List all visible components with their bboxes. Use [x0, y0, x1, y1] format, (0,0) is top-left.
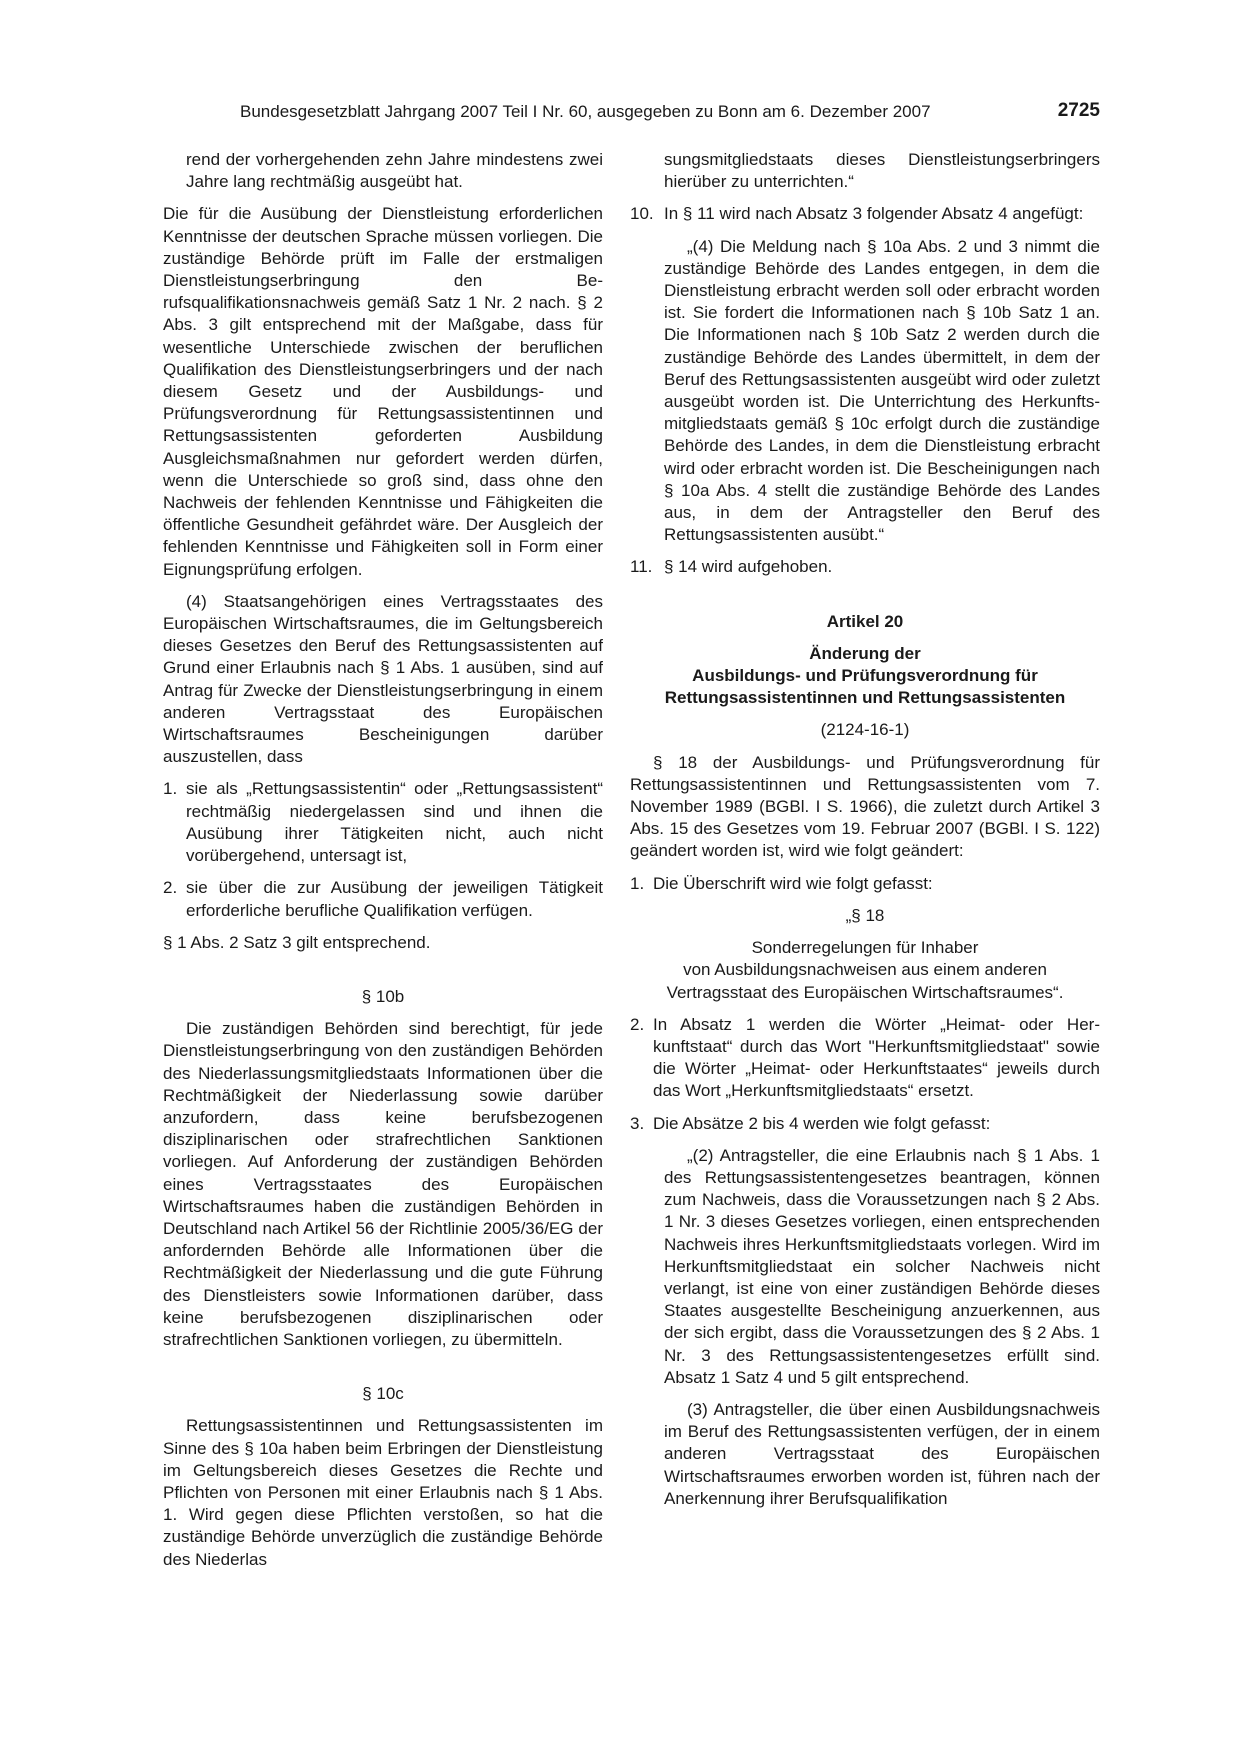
article-title: [630, 643, 1100, 710]
article-title-line: Änderung der: [809, 643, 921, 663]
list-number: 11.: [630, 557, 653, 577]
quoted-paragraph: „(4) Die Meldung nach § 10a Abs. 2 und 3 nimmt die zuständige Behörde des Landes entgegen, in dem die Dienstleistung erbracht werden soll oder erbracht worden ist. Sie fordert die Informationen nach § 10b Satz 1 an. Die Informationen nach § 10b Satz 2 werden durch die zuständige Behörde des Landes übermittelt, in dem der Beruf des Rettungsassistenten ausgeübt wird oder zuletzt ausgeübt worden ist. Die Unterrichtung des Herkunftsmitgliedstaats gemäß § 10c erfolgt durch die zuständige Behörde des Landes, in dem die Dienstleistung erbracht wird oder erbracht worden ist. Die Bescheinigungen nach § 10a Abs. 4 stellt die zuständige Behörde des Landes aus, in dem der Antragsteller den Beruf des Rettungsassistenten ausübt.“: [664, 236, 1100, 545]
page-header: [240, 100, 1100, 126]
section-heading: § 10b: [361, 986, 405, 1006]
list-item: [163, 877, 603, 921]
list-item: [630, 1014, 1100, 1103]
article-heading: Artikel 20: [826, 611, 904, 631]
paragraph: § 1 Abs. 2 Satz 3 gilt entsprechend.: [163, 932, 431, 952]
page-number: 2725: [1057, 100, 1100, 121]
quoted-paragraph: „(2) Antragsteller, die eine Erlaubnis nach § 1 Abs. 1 des Rettungsassistentengesetzes beantragen, können zum Nachweis, dass die Voraussetzungen nach § 2 Abs. 1 Nr. 3 dieses Gesetzes vorliegen, einen entsprechenden Nachweis ihres Herkunftsmitgliedstaats vorlegen. Wird im Herkunftsmitgliedstaat ein solcher Nachweis nicht verlangt, ist eine von einer zuständigen Behörde dieses Staates ausgestellte Bescheinigung anzuerkennen, aus der sich ergibt, dass die Voraussetzungen des § 2 Abs. 1 Nr. 3 des Rettungsassistentengesetzes erfüllt sind. Absatz 1 Satz 4 und 5 gilt entsprechend.: [664, 1145, 1100, 1387]
list-item: [630, 203, 1100, 225]
fna-reference: (2124-16-1): [820, 720, 910, 740]
list-item: [630, 1113, 1100, 1135]
quoted-title-line: Vertragsstaat des Europäischen Wirtschaftsraumes“.: [666, 982, 1064, 1002]
list-number: 10.: [630, 204, 654, 224]
list-number: 2.: [630, 1014, 645, 1034]
list-number: 2.: [163, 878, 178, 898]
list-text: In § 11 wird nach Absatz 3 folgender Absatz 4 angefügt:: [664, 204, 1084, 224]
list-text: sie über die zur Ausübung der jeweiligen Tätigkeit erforderliche berufliche Qualifikation verfügen.: [186, 878, 603, 920]
list-item: [630, 873, 1100, 895]
right-column: [630, 149, 1100, 1510]
list-text: Die Absätze 2 bis 4 werden wie folgt gefasst:: [653, 1113, 991, 1133]
paragraph: (4) Staatsangehörigen eines Vertragsstaates des Europäischen Wirtschaftsraumes, die im Geltungsbereich dieses Gesetzes den Beruf des Rettungsassistenten auf Grund einer Erlaubnis nach § 1 Abs. 1 ausüben, sind auf Antrag für Zwecke der Dienstleistungserbringung in einem anderen Vertragsstaat des Europäischen Wirtschaftsraumes Bescheinigungen darüber auszustellen, dass: [163, 591, 603, 767]
quoted-title-line: Sonderregelungen für Inhaber: [751, 938, 979, 958]
list-text: sie als „Rettungsassistentin“ oder „Rettungsassistent“ rechtmäßig niedergelassen sind und ihnen die Ausübung ihrer Tätigkeiten nicht, auch nicht vorübergehend, untersagt ist,: [186, 779, 603, 866]
list-number: 1.: [163, 779, 178, 799]
list-text: In Absatz 1 werden die Wörter „Heimat- oder Herkunftstaat“ durch das Wort "Herkunftsmitgliedstaat" sowie die Wörter „Heimat- oder Herkunftstaates“ jeweils durch das Wort „Herkunftsmitgliedstaats“ ersetzt.: [653, 1014, 1100, 1101]
paragraph: § 18 der Ausbildungs- und Prüfungsverordnung für Rettungsassistentinnen und Rettungsassistenten vom 7. November 1989 (BGBl. I S. 1966), die zuletzt durch Artikel 3 Abs. 15 des Gesetzes vom 19. Februar 2007 (BGBl. I S. 122) geändert worden ist, wird wie folgt geändert:: [630, 752, 1100, 861]
paragraph: Die für die Ausübung der Dienstleistung erforderlichen Kenntnisse der deutschen Sprache müssen vorliegen. Die zuständige Behörde prüft im Falle der erstmaligen Dienstleistungserbringung den Berufsqualifikationsnachweis gemäß Satz 1 Nr. 2 nach. § 2 Abs. 3 gilt entsprechend mit der Maßgabe, dass für wesentliche Unterschiede zwischen der beruflichen Qualifikation des Dienstleistungserbringers und der nach diesem Gesetz und der Ausbildungs- und Prüfungsverordnung für Rettungsassistentinnen und Rettungsassistenten geforderten Ausbildung Ausgleichsmaßnahmen nur gefordert werden dürfen, wenn die Unterschiede so groß sind, dass ohne den Nachweis der fehlenden Kenntnisse und Fähigkeiten die öffentliche Gesundheit gefährdet wäre. Der Ausgleich der fehlenden Kenntnisse und Fähigkeiten soll in Form einer Eignungsprüfung erfolgen.: [163, 204, 603, 579]
list-item: [630, 556, 1100, 578]
article-title-line: Ausbildungs- und Prüfungsverordnung für: [692, 666, 1038, 686]
header-title: Bundesgesetzblatt Jahrgang 2007 Teil I Nr. 60, ausgegeben zu Bonn am 6. Dezember 2007: [240, 102, 931, 121]
article-title-line: Rettungsassistentinnen und Rettungsassistenten: [664, 688, 1066, 708]
list-number: 3.: [630, 1113, 645, 1133]
list-item: [163, 778, 603, 867]
quoted-section-number: „§ 18: [845, 905, 885, 925]
quoted-title-line: von Ausbildungsnachweisen aus einem anderen: [683, 960, 1047, 980]
list-text: Die Überschrift wird wie folgt gefasst:: [653, 873, 933, 893]
list-text: § 14 wird aufgehoben.: [664, 557, 833, 577]
continued-paragraph: sungsmitgliedstaats dieses Dienstleistungserbringers hierüber zu unterrichten.“: [664, 150, 1100, 192]
paragraph: Rettungsassistentinnen und Rettungsassistenten im Sinne des § 10a haben beim Erbringen der Dienstleistung im Geltungsbereich dieses Gesetzes die Rechte und Pflichten von Personen mit einer Erlaubnis nach § 1 Abs. 1. Wird gegen diese Pflichten verstoßen, so hat die zuständige Behörde unverzüglich die zuständige Behörde des Niederlas: [163, 1416, 603, 1569]
paragraph: Die zuständigen Behörden sind berechtigt, für jede Dienstleistungserbringung von den zuständigen Behörden des Niederlassungsmitgliedstaats Informationen über die Rechtmäßigkeit der Niederlassung sowie darüber anzufordern, dass keine berufsbezogenen disziplinarischen oder strafrechtlichen Sanktionen vorliegen. Auf Anforderung der zuständigen Behörden eines Vertragsstaates des Europäischen Wirtschaftsraumes haben die zuständigen Behörden in Deutschland nach Artikel 56 der Richtlinie 2005/36/EG der anfordernden Behörde alle Informationen über die Rechtmäßigkeit der Niederlassung und die gute Führung des Dienstleisters sowie Informationen darüber, dass keine berufsbezogenen disziplinarischen oder strafrechtlichen Sanktionen vorliegen, zu übermitteln.: [163, 1019, 603, 1349]
left-column: [163, 149, 603, 1571]
quoted-paragraph: (3) Antragsteller, die über einen Ausbildungsnachweis im Beruf des Rettungsassistenten verfügen, der in einem anderen Vertragsstaat des Europäischen Wirtschaftsraumes erworben worden ist, führen nach der Anerkennung ihrer Berufsqualifikation: [664, 1399, 1100, 1508]
list-number: 1.: [630, 873, 645, 893]
continued-paragraph: rend der vorhergehenden zehn Jahre mindestens zwei Jahre lang rechtmäßig ausgeübt hat.: [186, 150, 603, 192]
quoted-section-title: [630, 937, 1100, 1004]
section-heading: § 10c: [362, 1384, 404, 1404]
